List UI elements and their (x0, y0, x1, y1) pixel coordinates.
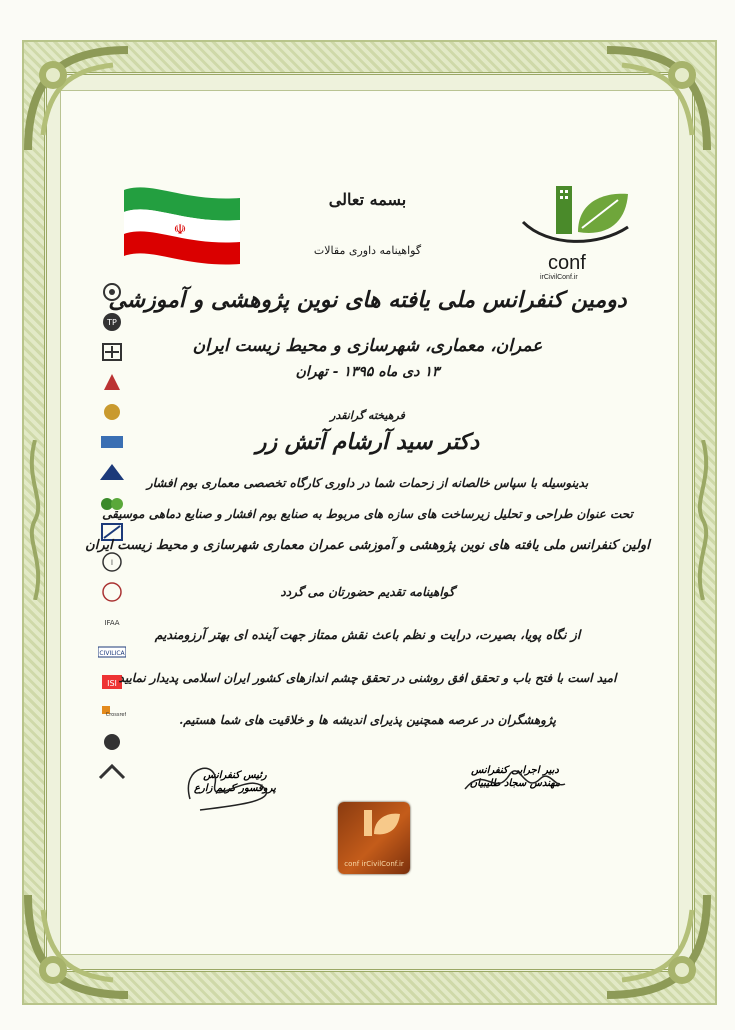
body-line: امید است با فتح باب و تحقق افق روشنی در تحقق چشم اندازهای کشور ایران اسلامی پدیدار نمایید (118, 671, 617, 685)
svg-text:IFAA: IFAA (104, 619, 120, 627)
svg-text:Crossref: Crossref (105, 712, 126, 718)
signature-block-conference-chair (155, 770, 315, 818)
body-line: گواهینامه تقدیم حضورتان می گردد (280, 585, 455, 599)
civilica-logo (98, 642, 126, 662)
body-line: پژوهشگران در عرصه همچنین پذیرای اندیشه ها و خلاقیت های شما هستیم. (179, 713, 556, 727)
handwritten-signature (455, 759, 575, 804)
chevron-logo (98, 762, 126, 782)
body-line: از نگاه پویا، بصیرت، درایت و نظم باعث نقش ممتاز جهت آینده ای بهتر آرزومندیم (154, 627, 581, 642)
corner-ornament-bottom-right (597, 885, 717, 1005)
corner-ornament-bottom-left (18, 885, 138, 1005)
seal-logo (98, 552, 126, 572)
svg-text:ا: ا (111, 559, 113, 567)
honor-prefix: فرهیخته گرانقدر (330, 409, 405, 422)
conference-fields: عمران، معماری، شهرسازی و محیط زیست ایران (192, 336, 543, 356)
body-line: بدینوسیله با سپاس خالصانه از زحمات شما در داوری کارگاه تخصصی معماری بوم افشار (146, 476, 589, 490)
conf-logo-url: irCivilConf.ir (540, 274, 578, 281)
conference-seal (338, 802, 410, 874)
certificate-type: گواهینامه داوری مقالات (313, 244, 422, 257)
body-line: تحت عنوان طراحی و تحلیل زیرساخت های سازه های مربوط به صنایع بوم افشار و صنایع دماهی موسیقی (102, 507, 633, 521)
conference-date: ۱۳ دی ماه ۱۳۹۵ - تهران (295, 364, 440, 380)
recipient-name: دکتر سید آرشام آتش زر (255, 429, 480, 455)
bismillah-heading: بسمه تعالی (328, 190, 407, 209)
corner-ornament-top-right (597, 40, 717, 160)
seal-emblem-icon (338, 802, 410, 852)
seal-text: conf irCivilConf.ir (344, 860, 404, 868)
handwritten-signature (170, 754, 300, 814)
svg-text:ISI: ISI (107, 679, 117, 688)
signature-title: رئیس کنفرانس (203, 770, 267, 781)
conf-logo-text: conf (548, 252, 586, 274)
corner-ornament-top-left (18, 40, 138, 160)
svg-text:CIVILICA: CIVILICA (99, 650, 125, 657)
signature-name: پروفسور کریم زارع (194, 783, 276, 794)
signature-block-executive-secretary (435, 765, 595, 808)
svg-text:TP: TP (107, 318, 117, 327)
institute-logo (98, 312, 126, 332)
svg-text:☫: ☫ (173, 222, 187, 238)
signature-title: دبیر اجرایی کنفرانس (471, 765, 559, 776)
partner-logo (98, 732, 126, 752)
conference-title: دومین کنفرانس ملی یافته های نوین پژوهشی و آموزشی (108, 287, 627, 313)
body-line: اولین کنفرانس ملی یافته های نوین پژوهشی و آموزشی عمران معماری شهرسازی و محیط زیست ایران (85, 538, 650, 553)
signature-name: مهندس سجاد طلیبیان (469, 778, 561, 789)
